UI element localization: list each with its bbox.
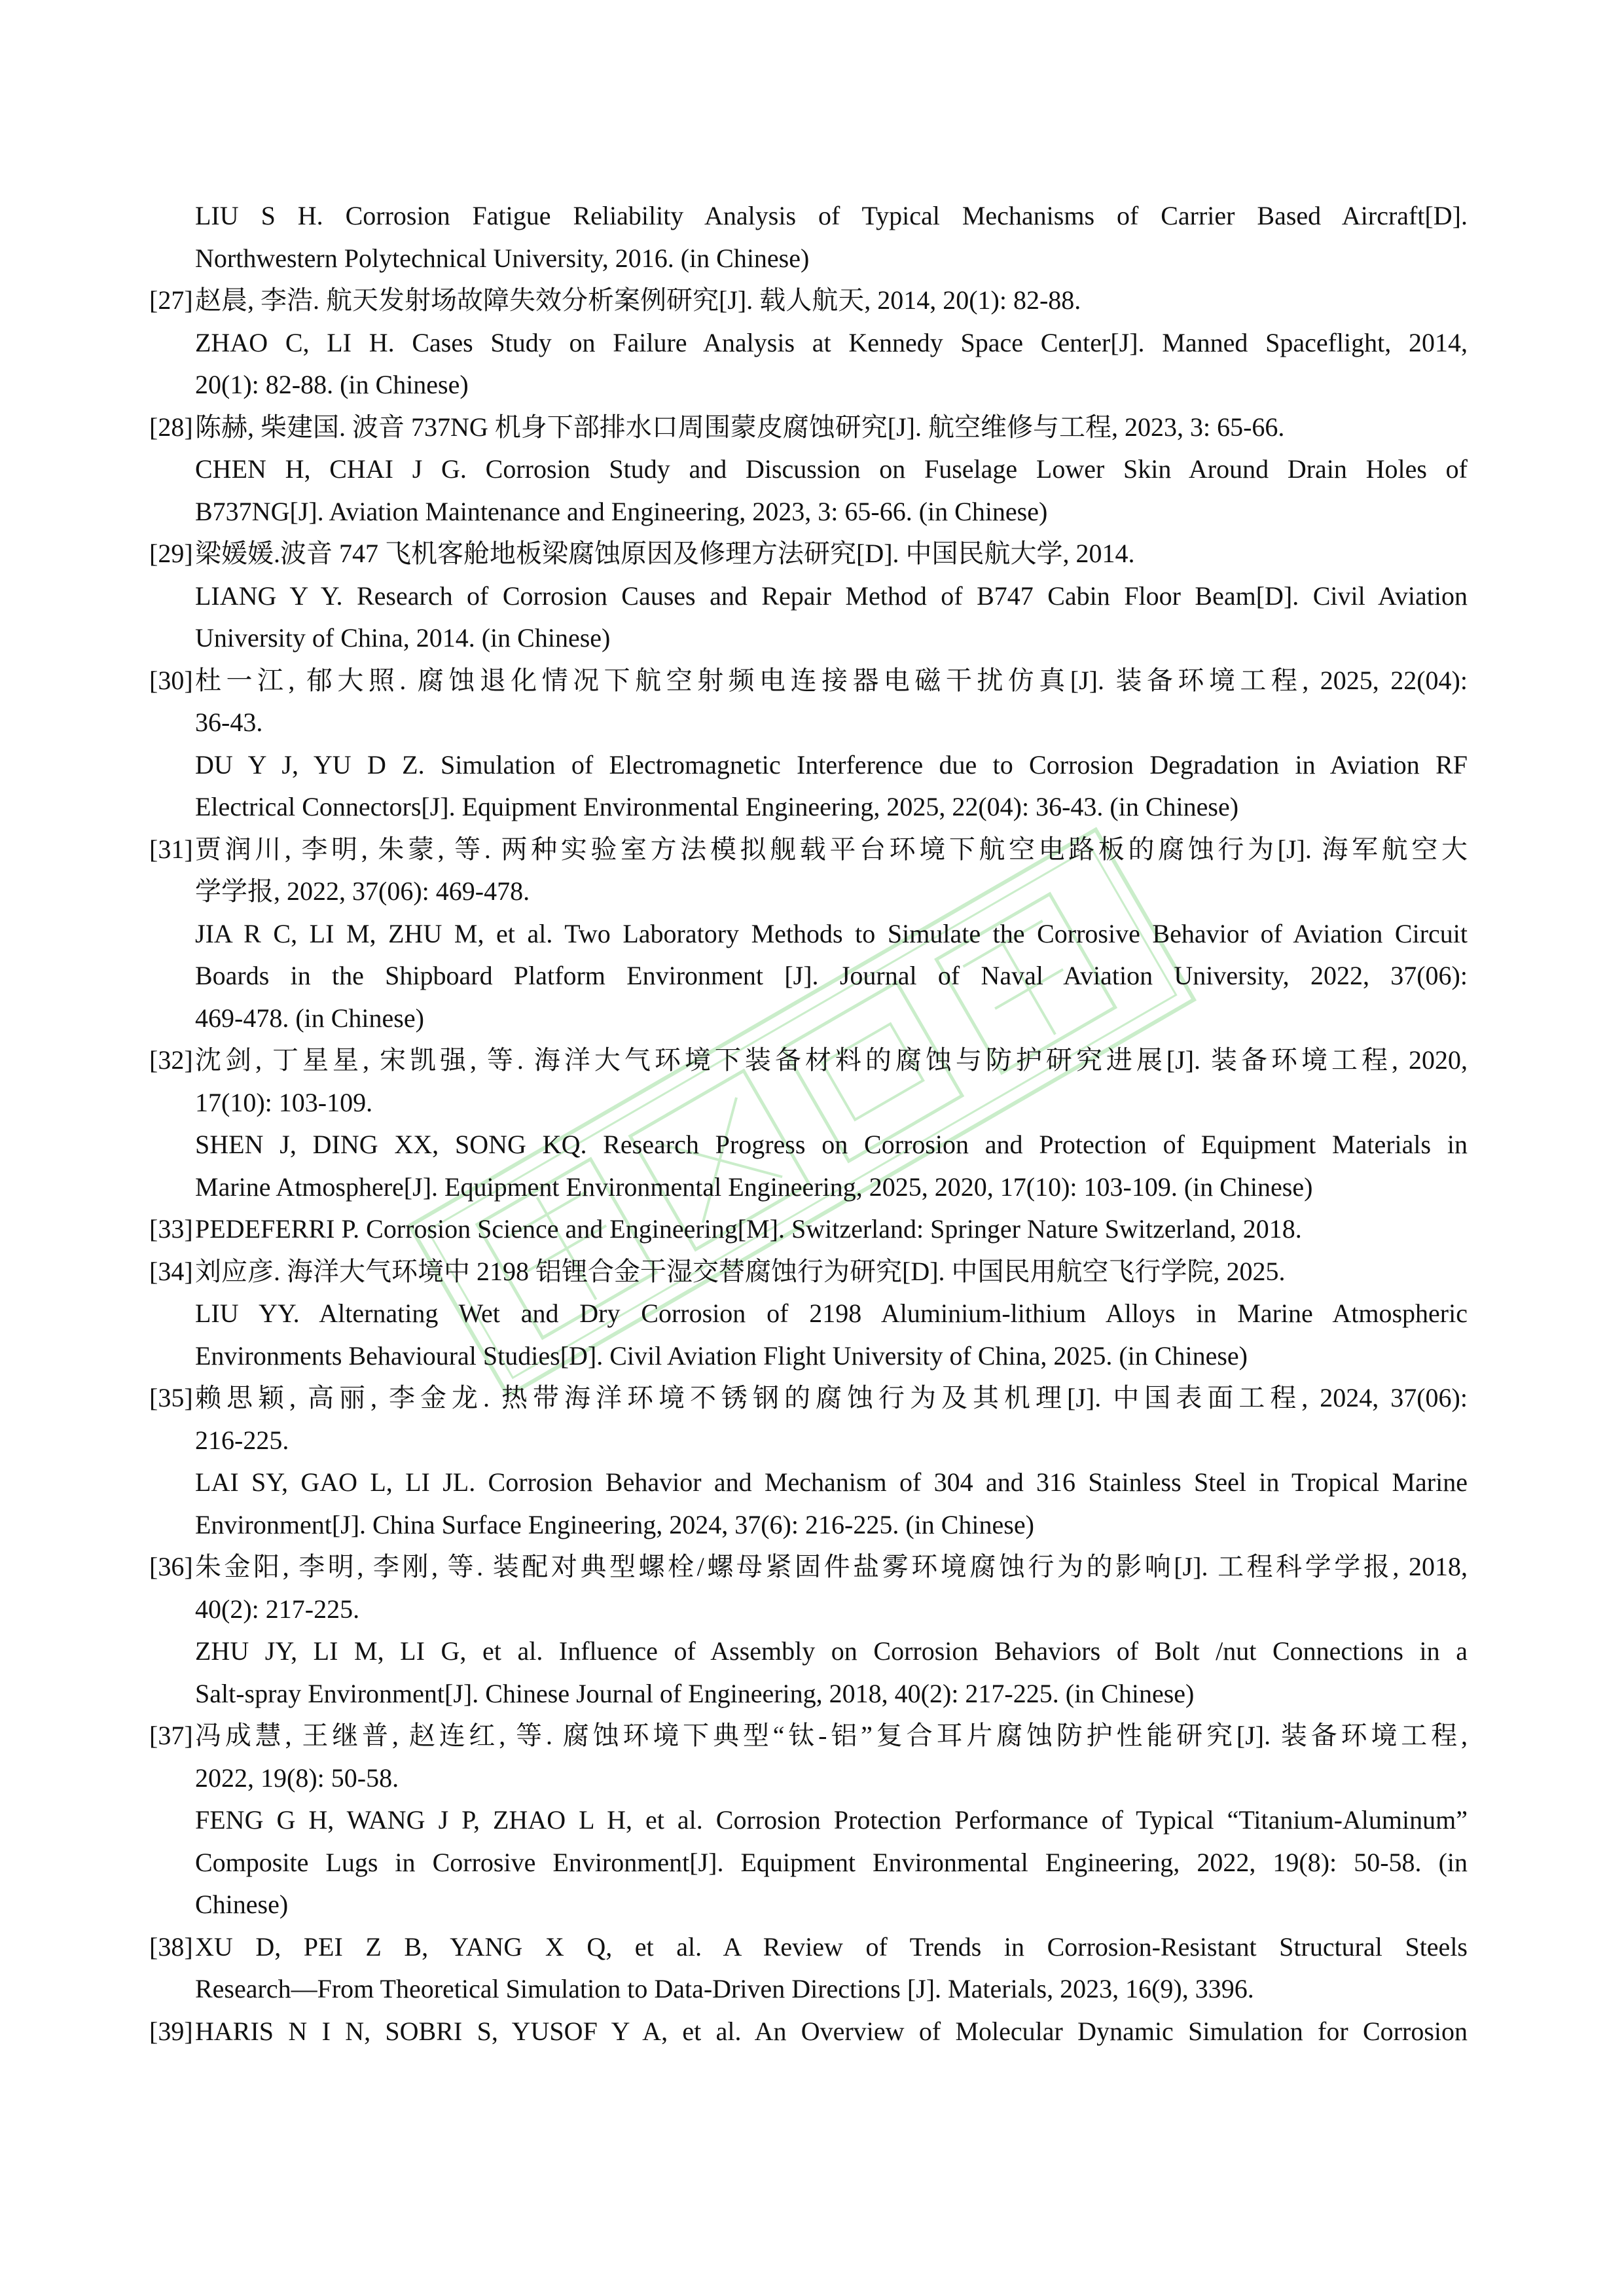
- reference-entry: [149, 279, 1468, 406]
- reference-line: University of China, 2014. (in Chinese): [195, 623, 611, 653]
- reference-number: [38]: [149, 1931, 193, 1962]
- reference-line: Salt-spray Environment[J]. Chinese Journal of Engineering, 2018, 40(2): 217-225. (in Chinese): [195, 1678, 1195, 1708]
- reference-line: ZHAO C, LI H. Cases Study on Failure Analysis at Kennedy Space Center[J]. Manned Spaceflight, 2014,: [195, 327, 1468, 357]
- reference-entry: [149, 1208, 1468, 1251]
- reference-line: 朱金阳, 李明, 李刚, 等. 装配对典型螺栓/螺母紧固件盐雾环境腐蚀行为的影响[J]. 工程科学学报, 2018,: [195, 1552, 1468, 1581]
- reference-entry: [149, 195, 1468, 279]
- reference-number: [30]: [149, 665, 193, 695]
- reference-line: 216-225.: [195, 1425, 289, 1455]
- reference-line: SHEN J, DING XX, SONG KQ. Research Progress on Corrosion and Protection of Equipment Materials in: [195, 1130, 1468, 1159]
- reference-number: [35]: [149, 1383, 193, 1412]
- reference-number: [27]: [149, 285, 193, 315]
- reference-line: 20(1): 82-88. (in Chinese): [195, 370, 469, 399]
- reference-line: Research—From Theoretical Simulation to Data-Driven Directions [J]. Materials, 2023, 16(9), 3396.: [195, 1974, 1254, 2003]
- reference-line: FENG G H, WANG J P, ZHAO L H, et al. Corrosion Protection Performance of Typical “Titanium-Aluminum”: [195, 1805, 1468, 1835]
- reference-line: 贾润川, 李明, 朱蒙, 等. 两种实验室方法模拟舰载平台环境下航空电路板的腐蚀行为[J]. 海军航空大: [195, 834, 1468, 864]
- reference-line: Environment[J]. China Surface Engineering, 2024, 37(6): 216-225. (in Chinese): [195, 1509, 1034, 1539]
- reference-line: JIA R C, LI M, ZHU M, et al. Two Laboratory Methods to Simulate the Corrosive Behavior of Aviation Circuit: [195, 918, 1468, 948]
- reference-line: LAI SY, GAO L, LI JL. Corrosion Behavior and Mechanism of 304 and 316 Stainless Steel in Tropical Marine: [195, 1467, 1468, 1497]
- reference-line: 刘应彦. 海洋大气环境中 2198 铝锂合金干湿交替腐蚀行为研究[D]. 中国民用航空飞行学院, 2025.: [195, 1256, 1286, 1286]
- reference-line: LIU S H. Corrosion Fatigue Reliability Analysis of Typical Mechanisms of Carrier Based Aircraft[D].: [195, 201, 1468, 230]
- reference-entry: [149, 406, 1468, 533]
- reference-entry: [149, 533, 1468, 660]
- reference-number: [34]: [149, 1256, 193, 1286]
- reference-line: CHEN H, CHAI J G. Corrosion Study and Discussion on Fuselage Lower Skin Around Drain Holes of: [195, 454, 1468, 484]
- reference-line: 40(2): 217-225.: [195, 1594, 360, 1624]
- reference-line: 杜一江, 郁大照. 腐蚀退化情况下航空射频电连接器电磁干扰仿真[J]. 装备环境工程, 2025, 22(04):: [195, 665, 1468, 695]
- reference-number: [31]: [149, 834, 193, 864]
- reference-entry: [149, 1039, 1468, 1208]
- reference-line: 梁媛媛.波音 747 飞机客舱地板梁腐蚀原因及修理方法研究[D]. 中国民航大学, 2014.: [195, 539, 1135, 568]
- reference-entry: [149, 2011, 1468, 2053]
- reference-list: [149, 195, 1468, 2053]
- reference-line: 赵晨, 李浩. 航天发射场故障失效分析案例研究[J]. 载人航天, 2014, 20(1): 82-88.: [195, 285, 1081, 315]
- reference-line: 36-43.: [195, 708, 263, 737]
- reference-entry: [149, 1715, 1468, 1926]
- reference-line: ZHU JY, LI M, LI G, et al. Influence of Assembly on Corrosion Behaviors of Bolt /nut Connections in a: [195, 1636, 1468, 1666]
- reference-entry: [149, 1926, 1468, 2011]
- reference-line: LIANG Y Y. Research of Corrosion Causes and Repair Method of B747 Cabin Floor Beam[D]. Civil Aviation: [195, 581, 1468, 611]
- reference-line: XU D, PEI Z B, YANG X Q, et al. A Review of Trends in Corrosion-Resistant Structural Steels: [195, 1931, 1468, 1962]
- reference-line: B737NG[J]. Aviation Maintenance and Engineering, 2023, 3: 65-66. (in Chinese): [195, 496, 1048, 526]
- reference-number: [37]: [149, 1721, 193, 1750]
- reference-line: Northwestern Polytechnical University, 2016. (in Chinese): [195, 243, 810, 273]
- reference-line: Chinese): [195, 1890, 289, 1919]
- reference-line: 沈剑, 丁星星, 宋凯强, 等. 海洋大气环境下装备材料的腐蚀与防护研究进展[J]. 装备环境工程, 2020,: [195, 1045, 1468, 1075]
- reference-line: Environments Behavioural Studies[D]. Civil Aviation Flight University of China, 2025. (in Chinese): [195, 1340, 1248, 1371]
- reference-entry: [149, 829, 1468, 1040]
- reference-line: DU Y J, YU D Z. Simulation of Electromagnetic Interference due to Corrosion Degradation in Aviation RF: [195, 749, 1468, 780]
- reference-line: Composite Lugs in Corrosive Environment[J]. Equipment Environmental Engineering, 2022, 19(8): 50-58. (in: [195, 1847, 1468, 1877]
- reference-line: PEDEFERRI P. Corrosion Science and Engineering[M]. Switzerland: Springer Nature Switzerland, 2018.: [195, 1214, 1302, 1244]
- reference-number: [39]: [149, 2016, 193, 2046]
- reference-entry: [149, 660, 1468, 829]
- reference-line: 17(10): 103-109.: [195, 1087, 373, 1117]
- reference-entry: [149, 1251, 1468, 1378]
- reference-line: Electrical Connectors[J]. Equipment Environmental Engineering, 2025, 22(04): 36-43. (in Chinese): [195, 792, 1239, 821]
- reference-entry: [149, 1546, 1468, 1715]
- reference-number: [28]: [149, 412, 193, 442]
- reference-number: [32]: [149, 1045, 193, 1075]
- reference-line: 2022, 19(8): 50-58.: [195, 1763, 399, 1793]
- reference-line: 学学报, 2022, 37(06): 469-478.: [195, 876, 530, 906]
- reference-line: HARIS N I N, SOBRI S, YUSOF Y A, et al. An Overview of Molecular Dynamic Simulation for Corrosion: [195, 2016, 1468, 2046]
- reference-number: [33]: [149, 1214, 193, 1244]
- reference-number: [36]: [149, 1552, 193, 1581]
- reference-line: Marine Atmosphere[J]. Equipment Environmental Engineering, 2025, 2020, 17(10): 103-109. (in Chinese): [195, 1172, 1313, 1202]
- reference-line: 469-478. (in Chinese): [195, 1003, 424, 1033]
- reference-line: 冯成慧, 王继普, 赵连红, 等. 腐蚀环境下典型“钛-铝”复合耳片腐蚀防护性能研究[J]. 装备环境工程,: [195, 1721, 1468, 1750]
- reference-number: [29]: [149, 539, 193, 568]
- reference-entry: [149, 1377, 1468, 1546]
- reference-line: 赖思颖, 高丽, 李金龙. 热带海洋环境不锈钢的腐蚀行为及其机理[J]. 中国表面工程, 2024, 37(06):: [195, 1383, 1468, 1412]
- reference-line: 陈赫, 柴建国. 波音 737NG 机身下部排水口周围蒙皮腐蚀研究[J]. 航空维修与工程, 2023, 3: 65-66.: [195, 412, 1285, 442]
- reference-line: LIU YY. Alternating Wet and Dry Corrosion of 2198 Aluminium-lithium Alloys in Marine Atmospheric: [195, 1299, 1468, 1328]
- reference-line: Boards in the Shipboard Platform Environment [J]. Journal of Naval Aviation University, 2022, 37(06):: [195, 961, 1468, 990]
